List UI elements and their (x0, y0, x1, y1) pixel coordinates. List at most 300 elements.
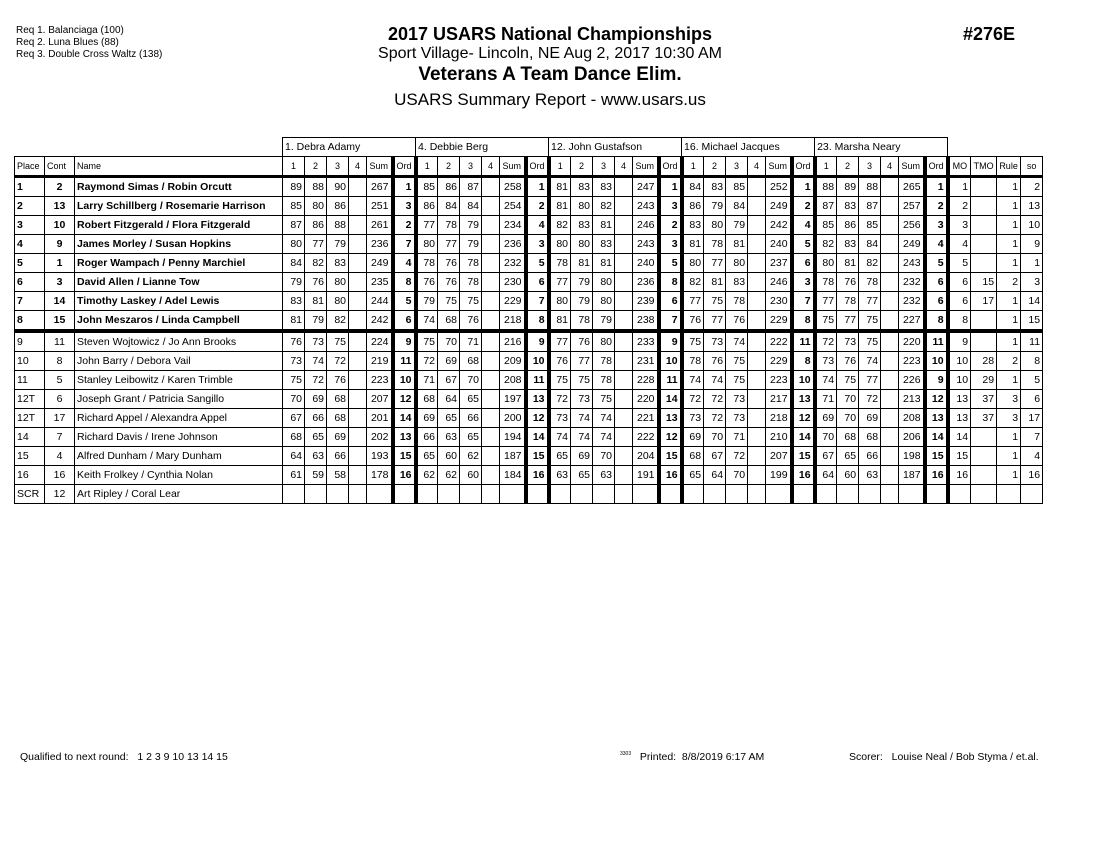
couple-name: Robert Fitzgerald / Flora Fitzgerald (75, 216, 283, 235)
score-4 (482, 292, 500, 311)
ordinal: 9 (659, 331, 682, 352)
score-1: 77 (416, 216, 438, 235)
table-row (15, 273, 1043, 292)
score-4 (615, 177, 633, 197)
score-4 (748, 331, 766, 352)
score-2: 86 (305, 216, 327, 235)
ordinal: 10 (792, 371, 815, 390)
score-1: 69 (682, 428, 704, 447)
score-4 (349, 447, 367, 466)
requirement: Req 2. Luna Blues (88) (16, 37, 119, 48)
score-4 (748, 177, 766, 197)
scorer-label: Scorer: (849, 751, 883, 763)
mo: 10 (948, 371, 971, 390)
score-2: 86 (837, 216, 859, 235)
ordinal: 4 (925, 235, 948, 254)
score-3: 75 (593, 390, 615, 409)
ordinal (659, 485, 682, 504)
ordinal: 13 (792, 390, 815, 409)
couple-name: Art Ripley / Coral Lear (75, 485, 283, 504)
score-1: 61 (283, 466, 305, 485)
score-4 (482, 235, 500, 254)
score-sum: 233 (633, 331, 659, 352)
score-3: 85 (726, 177, 748, 197)
printed-date: 8/8/2019 6:17 AM (681, 751, 765, 763)
score-4 (482, 428, 500, 447)
score-3: 90 (327, 177, 349, 197)
score-sum: 223 (899, 352, 925, 371)
place: 10 (15, 352, 45, 371)
score-1: 81 (283, 311, 305, 332)
table-row (15, 428, 1043, 447)
ordinal: 11 (925, 331, 948, 352)
rule: 1 (997, 254, 1021, 273)
score-3: 68 (327, 390, 349, 409)
score-1: 74 (549, 428, 571, 447)
score-sum: 220 (633, 390, 659, 409)
score-2: 83 (837, 197, 859, 216)
score-sum: 236 (367, 235, 393, 254)
rule: 3 (997, 390, 1021, 409)
score-3: 65 (460, 390, 482, 409)
tmo: 17 (971, 292, 997, 311)
score-1: 84 (682, 177, 704, 197)
score-sum: 236 (633, 273, 659, 292)
score-2: 70 (438, 331, 460, 352)
score-3: 81 (593, 254, 615, 273)
score-sum: 246 (766, 273, 792, 292)
table-row (15, 485, 1043, 504)
so: 9 (1021, 235, 1043, 254)
header-judge-col: 4 (349, 157, 367, 177)
score-4 (748, 485, 766, 504)
score-1: 74 (416, 311, 438, 332)
score-4 (349, 485, 367, 504)
header-judge-col: 3 (859, 157, 881, 177)
judge-name: 23. Marsha Neary (815, 138, 948, 157)
judge-name: 16. Michael Jacques (682, 138, 815, 157)
score-4 (349, 292, 367, 311)
score-1: 87 (283, 216, 305, 235)
score-4 (881, 216, 899, 235)
score-3: 71 (460, 331, 482, 352)
score-3: 75 (859, 331, 881, 352)
ordinal: 3 (659, 197, 682, 216)
table-row (15, 390, 1043, 409)
couple-name: Raymond Simas / Robin Orcutt (75, 177, 283, 197)
score-3: 79 (460, 235, 482, 254)
score-4 (881, 197, 899, 216)
score-2: 78 (571, 311, 593, 332)
rule: 1 (997, 331, 1021, 352)
score-2: 76 (837, 352, 859, 371)
contestant-number: 4 (45, 447, 75, 466)
couple-name: James Morley / Susan Hopkins (75, 235, 283, 254)
score-4 (482, 331, 500, 352)
score-3: 78 (460, 254, 482, 273)
score-3: 80 (327, 292, 349, 311)
score-3: 74 (593, 428, 615, 447)
table-row (15, 197, 1043, 216)
score-2: 70 (837, 390, 859, 409)
score-3: 80 (726, 254, 748, 273)
score-4 (615, 409, 633, 428)
score-2: 73 (837, 331, 859, 352)
score-1: 75 (815, 311, 837, 332)
score-1: 67 (283, 409, 305, 428)
couple-name: Timothy Laskey / Adel Lewis (75, 292, 283, 311)
score-3: 83 (726, 273, 748, 292)
header-judge-col: 1 (682, 157, 704, 177)
score-2: 79 (571, 292, 593, 311)
score-1: 62 (416, 466, 438, 485)
score-3: 63 (593, 466, 615, 485)
score-sum (500, 485, 526, 504)
score-2: 75 (704, 292, 726, 311)
contestant-number: 9 (45, 235, 75, 254)
score-1: 80 (682, 254, 704, 273)
score-4 (615, 331, 633, 352)
score-4 (881, 485, 899, 504)
table-row (15, 311, 1043, 332)
qualified-list: 1 2 3 9 10 13 14 15 (137, 751, 228, 763)
table-row (15, 216, 1043, 235)
score-3: 70 (593, 447, 615, 466)
score-2: 67 (438, 371, 460, 390)
score-4 (615, 216, 633, 235)
tmo (971, 485, 997, 504)
place: 7 (15, 292, 45, 311)
header-judge-col: Ord (526, 157, 549, 177)
ordinal: 11 (792, 331, 815, 352)
score-1: 72 (416, 352, 438, 371)
contestant-number: 17 (45, 409, 75, 428)
place: 12T (15, 409, 45, 428)
header-judge-col: Ord (792, 157, 815, 177)
score-4 (748, 292, 766, 311)
so: 16 (1021, 466, 1043, 485)
score-2: 78 (704, 235, 726, 254)
score-4 (615, 466, 633, 485)
header-so: so (1021, 157, 1043, 177)
ordinal: 13 (659, 409, 682, 428)
score-4 (615, 235, 633, 254)
score-2: 80 (571, 197, 593, 216)
score-1: 77 (815, 292, 837, 311)
ordinal: 3 (393, 197, 416, 216)
score-sum: 243 (633, 197, 659, 216)
score-4 (615, 485, 633, 504)
score-1: 80 (815, 254, 837, 273)
score-3 (460, 485, 482, 504)
score-sum: 232 (899, 292, 925, 311)
score-4 (615, 447, 633, 466)
ordinal: 12 (393, 390, 416, 409)
score-3: 88 (859, 177, 881, 197)
score-2: 86 (438, 177, 460, 197)
score-sum: 258 (500, 177, 526, 197)
ordinal: 1 (925, 177, 948, 197)
score-1: 83 (682, 216, 704, 235)
place: 8 (15, 311, 45, 332)
ordinal: 8 (526, 311, 549, 332)
ordinal: 5 (659, 254, 682, 273)
ordinal: 4 (526, 216, 549, 235)
score-3: 58 (327, 466, 349, 485)
score-4 (748, 352, 766, 371)
score-sum: 187 (500, 447, 526, 466)
score-sum: 207 (367, 390, 393, 409)
score-1: 75 (549, 371, 571, 390)
header-judge-col: 2 (438, 157, 460, 177)
score-2: 74 (704, 371, 726, 390)
tmo (971, 466, 997, 485)
score-3: 73 (726, 409, 748, 428)
tmo (971, 447, 997, 466)
mo: 3 (948, 216, 971, 235)
header-judge-col: Sum (500, 157, 526, 177)
score-1: 79 (416, 292, 438, 311)
score-2: 75 (438, 292, 460, 311)
score-1 (283, 485, 305, 504)
score-2 (438, 485, 460, 504)
score-4 (349, 371, 367, 390)
score-4 (881, 331, 899, 352)
code: 3303 (620, 751, 632, 757)
score-3: 78 (593, 371, 615, 390)
score-sum: 201 (367, 409, 393, 428)
score-1: 80 (549, 235, 571, 254)
ordinal: 4 (393, 254, 416, 273)
mo: 13 (948, 390, 971, 409)
score-1: 89 (283, 177, 305, 197)
ordinal: 12 (925, 390, 948, 409)
couple-name: Keith Frolkey / Cynthia Nolan (75, 466, 283, 485)
ordinal: 3 (925, 216, 948, 235)
score-3 (593, 485, 615, 504)
score-sum: 243 (899, 254, 925, 273)
score-4 (482, 447, 500, 466)
header-tmo: TMO (971, 157, 997, 177)
score-1: 87 (815, 197, 837, 216)
ordinal: 3 (526, 235, 549, 254)
score-1: 78 (549, 254, 571, 273)
score-3: 66 (327, 447, 349, 466)
header-judge-col: 3 (460, 157, 482, 177)
mo: 13 (948, 409, 971, 428)
score-1: 83 (283, 292, 305, 311)
score-1: 69 (815, 409, 837, 428)
score-2: 60 (837, 466, 859, 485)
score-3: 75 (327, 331, 349, 352)
score-4 (482, 352, 500, 371)
score-2: 72 (704, 409, 726, 428)
score-4 (615, 273, 633, 292)
score-3: 72 (859, 390, 881, 409)
ordinal: 9 (526, 331, 549, 352)
score-sum: 256 (899, 216, 925, 235)
score-3: 72 (726, 447, 748, 466)
score-2: 77 (305, 235, 327, 254)
rule: 1 (997, 371, 1021, 390)
place: 12T (15, 390, 45, 409)
score-4 (615, 390, 633, 409)
score-1: 76 (283, 331, 305, 352)
score-3: 84 (726, 197, 748, 216)
score-1: 65 (549, 447, 571, 466)
score-1: 78 (815, 273, 837, 292)
score-4 (615, 371, 633, 390)
score-2: 76 (438, 254, 460, 273)
score-3: 83 (593, 235, 615, 254)
score-2: 74 (571, 428, 593, 447)
rule: 2 (997, 352, 1021, 371)
score-1: 70 (283, 390, 305, 409)
rule: 1 (997, 447, 1021, 466)
score-3: 79 (593, 311, 615, 332)
score-3: 75 (726, 352, 748, 371)
tmo (971, 311, 997, 332)
place: 14 (15, 428, 45, 447)
so: 15 (1021, 311, 1043, 332)
score-4 (482, 273, 500, 292)
score-2: 77 (438, 235, 460, 254)
place: 16 (15, 466, 45, 485)
score-4 (748, 466, 766, 485)
tmo (971, 216, 997, 235)
score-2: 76 (305, 273, 327, 292)
place: 5 (15, 254, 45, 273)
score-sum: 187 (899, 466, 925, 485)
table-row (15, 235, 1043, 254)
score-4 (482, 371, 500, 390)
ordinal: 5 (393, 292, 416, 311)
score-3: 75 (726, 371, 748, 390)
ordinal: 12 (792, 409, 815, 428)
ordinal: 2 (925, 197, 948, 216)
score-sum: 220 (899, 331, 925, 352)
score-1: 73 (815, 352, 837, 371)
ordinal: 1 (792, 177, 815, 197)
score-sum: 210 (766, 428, 792, 447)
score-4 (615, 254, 633, 273)
score-sum: 252 (766, 177, 792, 197)
score-2: 79 (305, 311, 327, 332)
score-4 (349, 390, 367, 409)
couple-name: Larry Schillberg / Rosemarie Harrison (75, 197, 283, 216)
score-3: 82 (859, 254, 881, 273)
ordinal: 16 (925, 466, 948, 485)
score-4 (482, 466, 500, 485)
rule: 1 (997, 466, 1021, 485)
rule: 1 (997, 216, 1021, 235)
mo: 4 (948, 235, 971, 254)
contestant-number: 14 (45, 292, 75, 311)
event-number: #276E (963, 24, 1016, 44)
score-4 (748, 311, 766, 332)
so: 4 (1021, 447, 1043, 466)
score-4 (881, 390, 899, 409)
score-1: 74 (815, 371, 837, 390)
ordinal: 12 (659, 428, 682, 447)
score-4 (748, 390, 766, 409)
score-4 (349, 311, 367, 332)
score-2: 77 (571, 352, 593, 371)
contestant-number: 10 (45, 216, 75, 235)
header-judge-col: 4 (482, 157, 500, 177)
couple-name: Alfred Dunham / Mary Dunham (75, 447, 283, 466)
score-1: 85 (416, 177, 438, 197)
rule: 2 (997, 273, 1021, 292)
tmo (971, 428, 997, 447)
ordinal (925, 485, 948, 504)
table-row (15, 409, 1043, 428)
score-sum: 236 (500, 235, 526, 254)
rule: 1 (997, 428, 1021, 447)
score-2: 81 (837, 254, 859, 273)
score-2: 62 (438, 466, 460, 485)
score-3: 83 (327, 254, 349, 273)
score-sum: 222 (766, 331, 792, 352)
mo: 15 (948, 447, 971, 466)
mo: 16 (948, 466, 971, 485)
contestant-number: 11 (45, 331, 75, 352)
score-2 (837, 485, 859, 504)
header-place: Place (15, 157, 45, 177)
couple-name: John Meszaros / Linda Campbell (75, 311, 283, 332)
score-1: 73 (682, 409, 704, 428)
score-4 (349, 352, 367, 371)
requirements (16, 25, 162, 61)
score-1: 65 (682, 466, 704, 485)
score-2: 65 (438, 409, 460, 428)
score-sum: 218 (766, 409, 792, 428)
judge-name: 4. Debbie Berg (416, 138, 549, 157)
score-2: 72 (305, 371, 327, 390)
score-sum: 244 (367, 292, 393, 311)
score-1: 78 (416, 254, 438, 273)
score-4 (615, 311, 633, 332)
ordinal: 9 (393, 331, 416, 352)
rule: 1 (997, 311, 1021, 332)
couple-name: Stanley Leibowitz / Karen Trimble (75, 371, 283, 390)
score-1: 71 (815, 390, 837, 409)
score-3: 66 (460, 409, 482, 428)
score-1: 69 (416, 409, 438, 428)
contestant-number: 13 (45, 197, 75, 216)
ordinal: 6 (393, 311, 416, 332)
score-sum: 223 (766, 371, 792, 390)
contestant-number: 5 (45, 371, 75, 390)
ordinal: 3 (659, 235, 682, 254)
ordinal: 8 (792, 311, 815, 332)
score-3: 88 (327, 216, 349, 235)
so: 10 (1021, 216, 1043, 235)
place: 11 (15, 371, 45, 390)
score-3: 70 (726, 466, 748, 485)
score-sum: 243 (633, 235, 659, 254)
score-sum: 254 (500, 197, 526, 216)
score-3: 66 (859, 447, 881, 466)
score-1: 77 (549, 273, 571, 292)
ordinal: 1 (526, 177, 549, 197)
score-3: 80 (593, 292, 615, 311)
score-sum: 207 (766, 447, 792, 466)
score-2: 73 (704, 331, 726, 352)
score-4 (748, 371, 766, 390)
ordinal: 15 (526, 447, 549, 466)
place: 1 (15, 177, 45, 197)
